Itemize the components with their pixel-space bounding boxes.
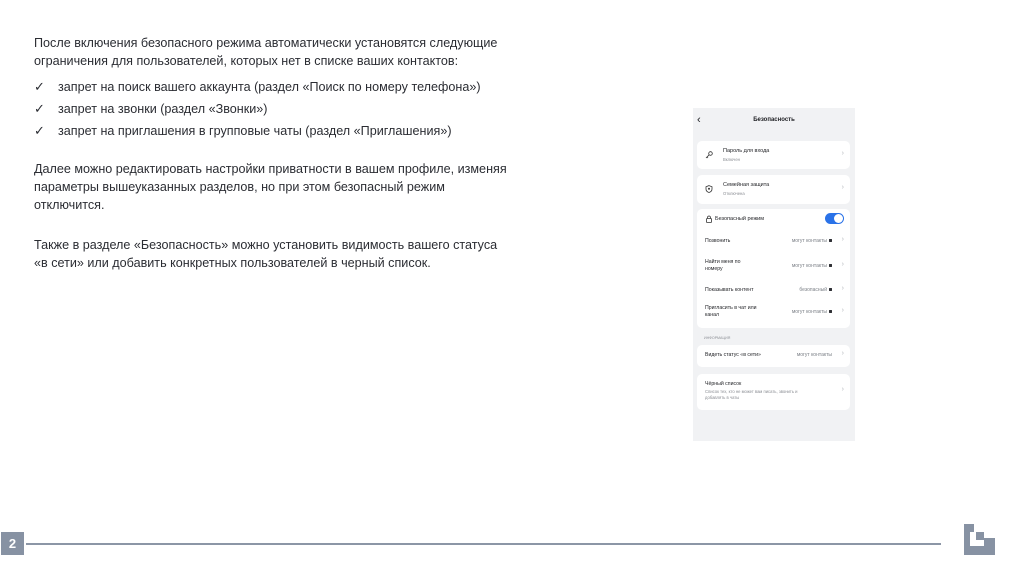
list-item-text: запрет на звонки (раздел «Звонки») [58,102,268,116]
chevron-right-icon: › [841,350,844,357]
family-title: Семейная защита [723,182,770,188]
chevron-right-icon: › [841,261,844,268]
status-paragraph: Также в разделе «Безопасность» можно установить видимость вашего статуса «в сети» или добавить конкретных пользователей в черный список. [34,238,498,270]
screen-title: Безопасность [753,117,795,123]
key-icon [705,151,713,161]
list-item [34,122,514,140]
list-item-text: запрет на поиск вашего аккаунта (раздел «Поиск по номеру телефона») [58,80,481,94]
back-arrow-icon[interactable]: ‹ [697,114,701,126]
section-caption: ИНФОРМАЦИЯ [704,336,731,340]
call-row[interactable] [697,237,850,249]
privacy-paragraph: Далее можно редактировать настройки приватности в вашем профиле, изменяя параметры вышеуказанных разделов, но при этом безопасный режим отключится. [34,162,507,212]
find-value: могут контакты [792,263,832,269]
password-card[interactable] [697,141,850,169]
slide-text [34,34,514,272]
chevron-right-icon: › [841,386,844,393]
blacklist-card[interactable] [697,374,850,410]
brand-logo-icon [964,524,995,555]
chevron-right-icon: › [841,236,844,243]
safe-mode-row[interactable] [697,209,850,229]
footer-divider [26,543,941,545]
call-label: Позвонить [705,238,731,244]
content-value: безопасный [799,287,832,293]
lock-icon [705,215,713,225]
lock-icon [829,310,832,313]
call-value: могут контакты [792,238,832,244]
shield-icon [705,185,713,195]
content-label: Показывать контент [705,287,754,293]
online-status-value: могут контакты [796,352,832,358]
blacklist-description: Список тех, кто не может вам писать, звонить и добавлять в чаты [705,389,798,400]
show-content-row[interactable] [697,286,850,298]
safe-mode-toggle[interactable] [825,213,844,224]
checkmark-icon: ✓ [34,79,45,94]
invite-label: Пригласить в чат или канал [705,305,757,318]
list-item [34,78,514,96]
chevron-right-icon: › [841,184,844,191]
lock-icon [829,239,832,242]
list-item-text: запрет на приглашения в групповые чаты (раздел «Приглашения») [58,124,452,138]
invite-row[interactable] [697,305,850,323]
lock-icon [829,288,832,291]
password-status: Включен [723,157,740,162]
family-protection-card[interactable] [697,175,850,204]
safe-mode-label: Безопасный режим [715,216,765,222]
online-status-card[interactable] [697,345,850,367]
chevron-right-icon: › [841,307,844,314]
blacklist-title: Чёрный список [705,381,742,387]
page-number: 2 [1,532,24,555]
restrictions-list [34,78,514,140]
family-status: Отключена [723,191,745,196]
phone-screenshot [693,108,855,441]
chevron-right-icon: › [841,150,844,157]
online-status-label: Видеть статус «в сети» [705,352,761,358]
invite-value: могут контакты [792,309,832,315]
lock-icon [829,264,832,267]
intro-paragraph: После включения безопасного режима автоматически установятся следующие ограничения для пользователей, которых нет в списке ваших контактов: [34,36,498,68]
screen-header [693,108,855,134]
find-label: Найти меня по номеру [705,259,741,272]
checkmark-icon: ✓ [34,101,45,116]
password-title: Пароль для входа [723,148,770,154]
safe-mode-card [697,209,850,328]
chevron-right-icon: › [841,285,844,292]
list-item [34,100,514,118]
checkmark-icon: ✓ [34,123,45,138]
find-by-number-row[interactable] [697,259,850,277]
